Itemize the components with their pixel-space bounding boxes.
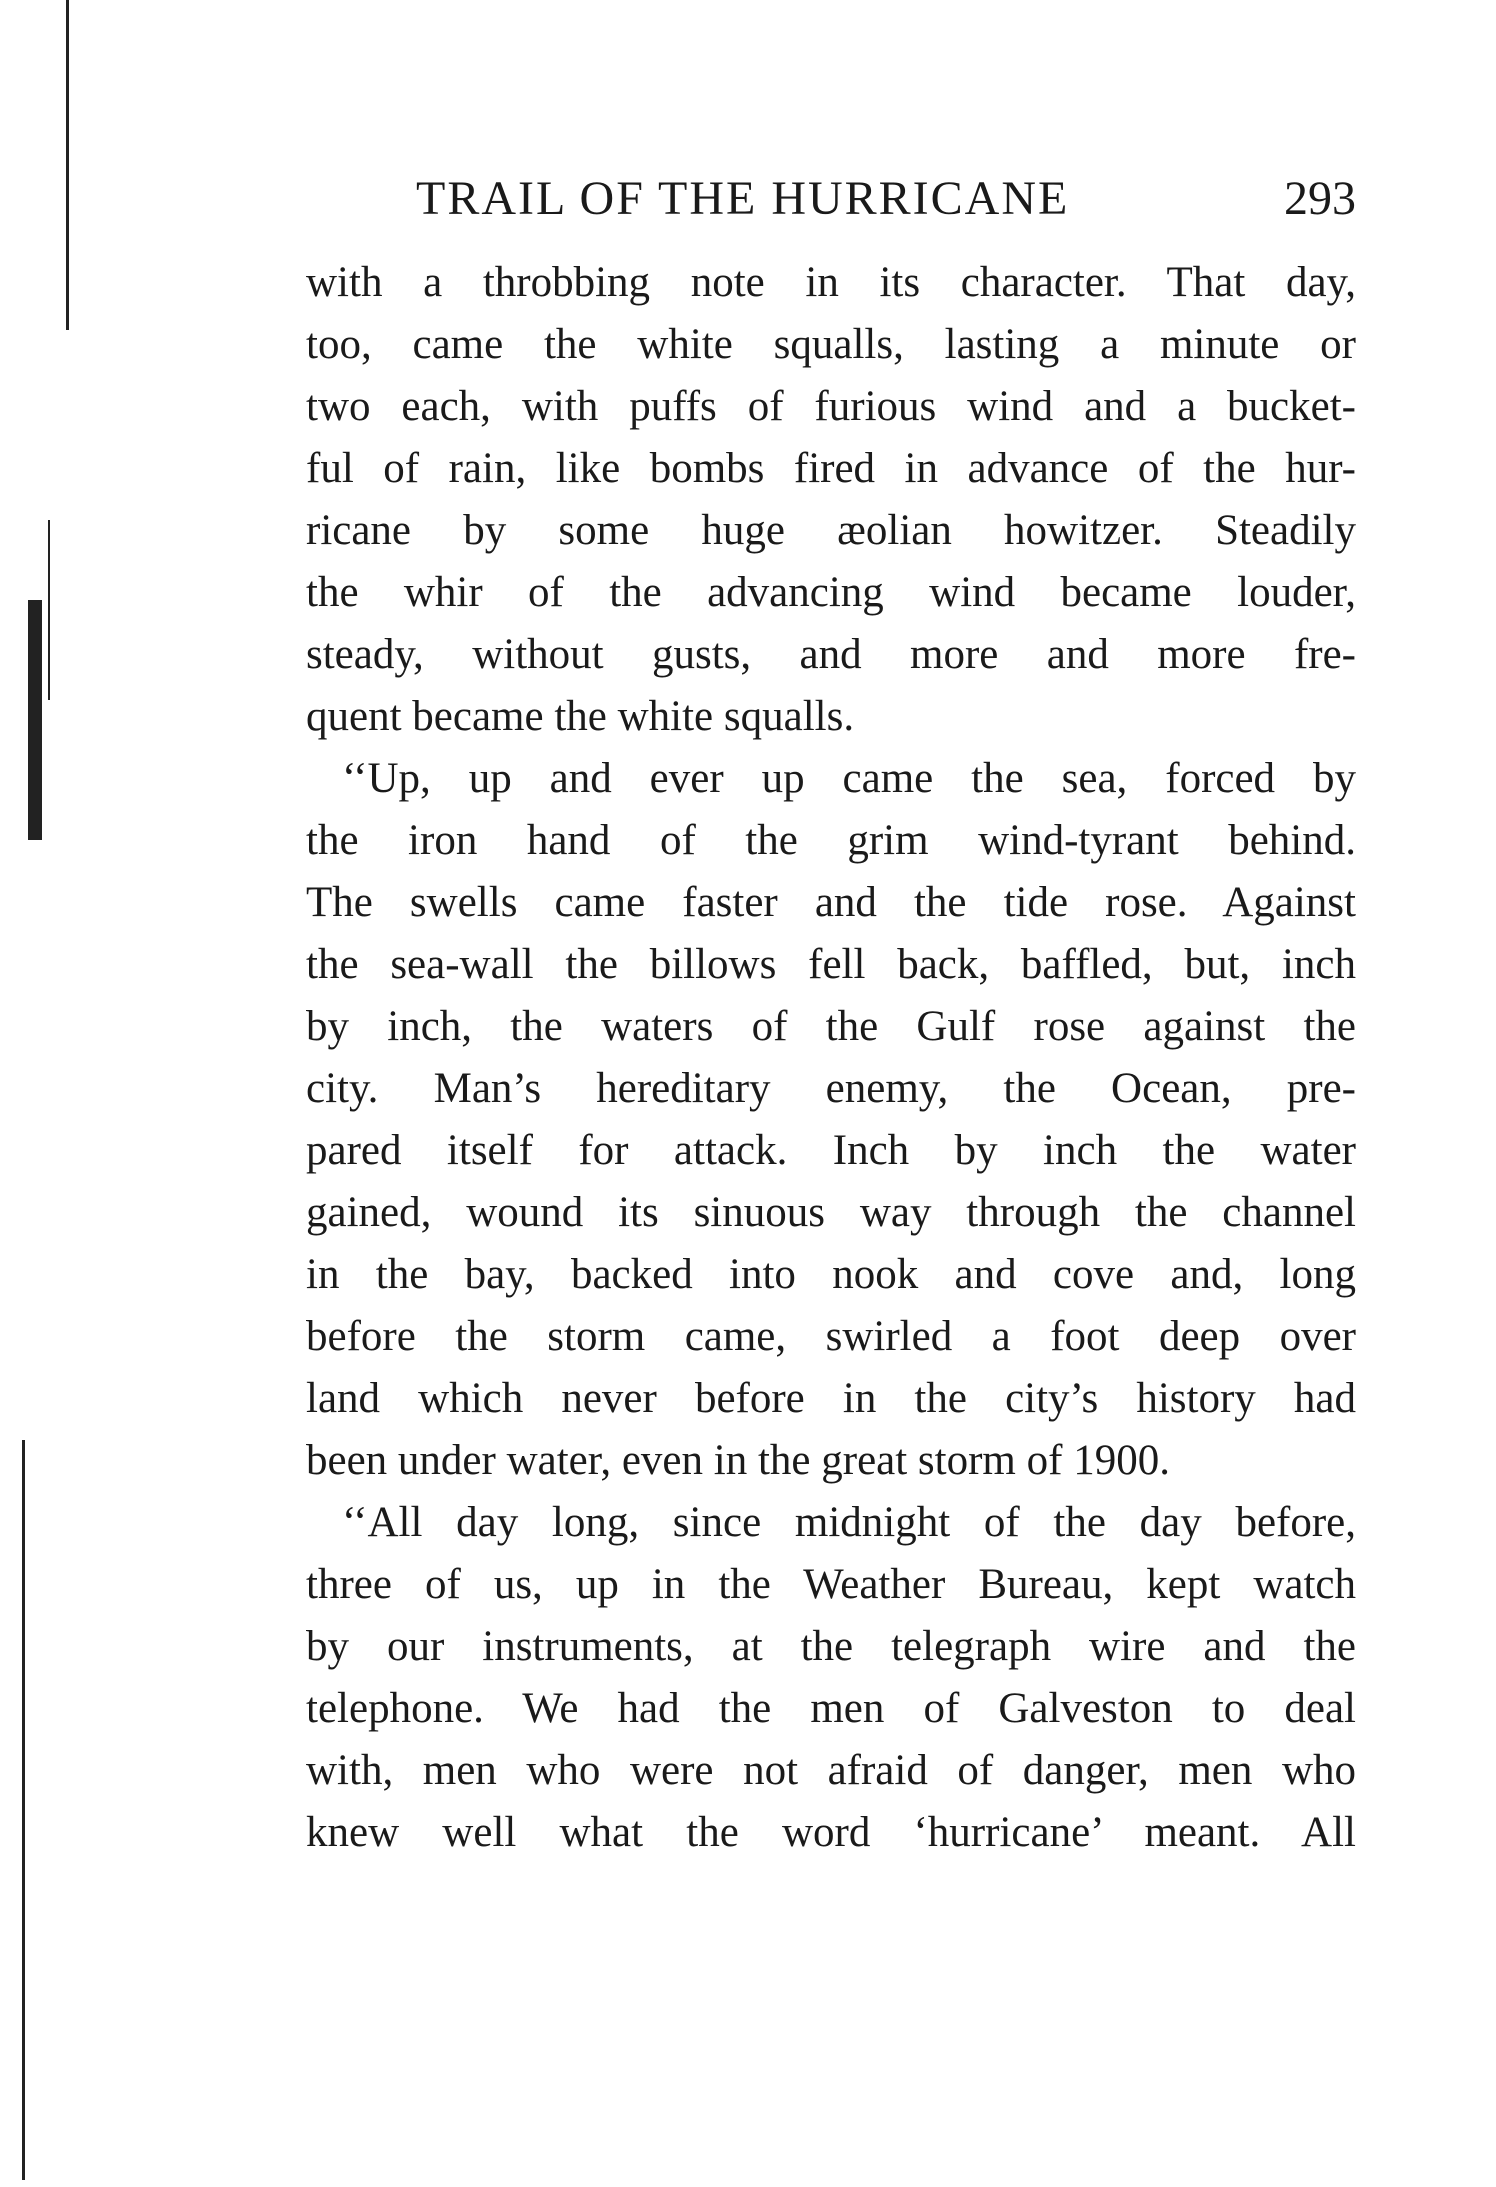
text-line: gained, wound its sinuous way through the channel bbox=[306, 1189, 1356, 1236]
text-line: the sea-wall the billows fell back, baffled, but, inch bbox=[306, 941, 1356, 988]
text-line: ricane by some huge æolian howitzer. Steadily bbox=[306, 507, 1356, 554]
body-text bbox=[306, 252, 1356, 1864]
text-line: too, came the white squalls, lasting a minute or bbox=[306, 321, 1356, 368]
text-line: city. Man’s hereditary enemy, the Ocean, pre- bbox=[306, 1065, 1356, 1112]
scan-edge-artifact bbox=[28, 600, 42, 840]
text-line: in the bay, backed into nook and cove and, long bbox=[306, 1251, 1356, 1298]
text-line: quent became the white squalls. bbox=[306, 693, 855, 740]
text-line: ful of rain, like bombs fired in advance of the hur- bbox=[306, 445, 1356, 492]
text-line: pared itself for attack. Inch by inch the water bbox=[306, 1127, 1356, 1174]
text-line: by inch, the waters of the Gulf rose against the bbox=[306, 1003, 1356, 1050]
page-number: 293 bbox=[1284, 172, 1356, 225]
text-line: by our instruments, at the telegraph wire and the bbox=[306, 1623, 1356, 1670]
text-line: ‘‘Up, up and ever up came the sea, forced by bbox=[342, 755, 1356, 802]
running-title: TRAIL OF THE HURRICANE bbox=[416, 172, 1070, 225]
page-header bbox=[306, 164, 1356, 234]
text-line: ‘‘All day long, since midnight of the day before, bbox=[342, 1499, 1356, 1546]
text-line: with a throbbing note in its character. That day, bbox=[306, 259, 1356, 306]
text-line: been under water, even in the great storm of 1900. bbox=[306, 1437, 1170, 1484]
text-line: with, men who were not afraid of danger, men who bbox=[306, 1747, 1356, 1794]
scan-edge-artifact bbox=[66, 0, 69, 330]
text-line: before the storm came, swirled a foot deep over bbox=[306, 1313, 1356, 1360]
text-line: The swells came faster and the tide rose. Against bbox=[306, 879, 1356, 926]
text-line: two each, with puffs of furious wind and a bucket- bbox=[306, 383, 1356, 430]
text-line: steady, without gusts, and more and more fre- bbox=[306, 631, 1356, 678]
scan-edge-artifact bbox=[22, 1440, 25, 2180]
scan-edge-artifact bbox=[48, 520, 50, 700]
text-line: the whir of the advancing wind became louder, bbox=[306, 569, 1356, 616]
text-line: telephone. We had the men of Galveston to deal bbox=[306, 1685, 1356, 1732]
text-line: three of us, up in the Weather Bureau, kept watch bbox=[306, 1561, 1356, 1608]
text-line: the iron hand of the grim wind-tyrant behind. bbox=[306, 817, 1356, 864]
text-line: knew well what the word ‘hurricane’ meant. All bbox=[306, 1809, 1356, 1856]
text-line: land which never before in the city’s history had bbox=[306, 1375, 1356, 1422]
